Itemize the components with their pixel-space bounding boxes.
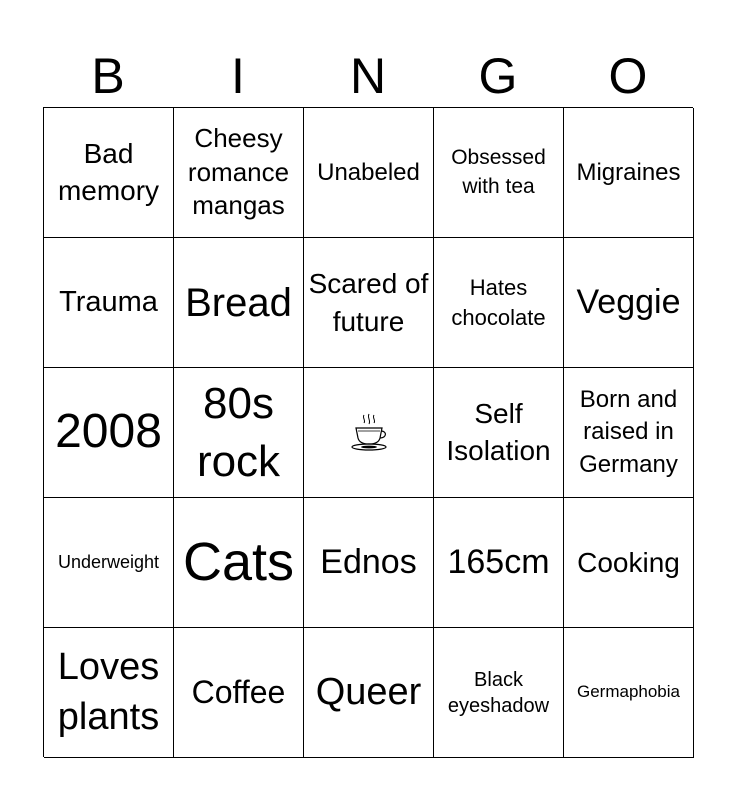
- header-letter-g: G: [478, 48, 518, 104]
- bingo-cell[interactable]: [564, 628, 694, 758]
- bingo-cell-label: Queer: [315, 670, 422, 713]
- bingo-cell-label: Obsessed with tea: [451, 146, 546, 198]
- bingo-board: [43, 107, 693, 757]
- bingo-cell-label: 80s rock: [196, 379, 281, 486]
- bingo-cell-label: 2008: [55, 405, 162, 459]
- bingo-cell-label: Born and raised in Germany: [579, 385, 678, 478]
- bingo-cell-label: Self Isolation: [446, 398, 551, 466]
- bingo-cell[interactable]: [434, 498, 564, 628]
- bingo-cell-label: Veggie: [576, 282, 681, 321]
- bingo-cell-label: Coffee: [191, 673, 286, 710]
- bingo-cell-label: 165cm: [447, 542, 550, 581]
- bingo-cell-label: Bad memory: [57, 138, 160, 206]
- bingo-cell[interactable]: [44, 108, 174, 238]
- bingo-cell[interactable]: [564, 238, 694, 368]
- bingo-cell[interactable]: [174, 498, 304, 628]
- coffee-cup-icon: [347, 411, 391, 455]
- bingo-cell[interactable]: [304, 108, 434, 238]
- header-letter-o: O: [608, 48, 648, 104]
- bingo-cell-label: Underweight: [57, 551, 160, 572]
- bingo-cell[interactable]: [44, 238, 174, 368]
- bingo-cell-free-space[interactable]: [304, 368, 434, 498]
- bingo-cell-label: Cooking: [577, 546, 680, 578]
- bingo-cell[interactable]: [304, 238, 434, 368]
- bingo-cell[interactable]: [44, 368, 174, 498]
- bingo-cell[interactable]: [44, 628, 174, 758]
- bingo-header: [43, 44, 693, 108]
- bingo-cell[interactable]: [174, 368, 304, 498]
- bingo-cell-label: Trauma: [59, 286, 158, 319]
- bingo-cell[interactable]: [44, 498, 174, 628]
- bingo-cell[interactable]: [174, 628, 304, 758]
- bingo-cell[interactable]: [174, 238, 304, 368]
- bingo-cell-label: Hates chocolate: [451, 274, 546, 330]
- bingo-cell-label: Cheesy romance mangas: [187, 122, 290, 221]
- bingo-cell[interactable]: [434, 108, 564, 238]
- bingo-cell-label: Black eyeshadow: [447, 668, 550, 717]
- bingo-cell[interactable]: [434, 368, 564, 498]
- bingo-cell-label: Ednos: [320, 542, 417, 581]
- bingo-cell[interactable]: [304, 498, 434, 628]
- bingo-cell[interactable]: [564, 498, 694, 628]
- bingo-cell-label: Germaphobia: [576, 682, 680, 702]
- header-letter-b: B: [91, 48, 125, 104]
- header-letter-i: I: [231, 48, 245, 104]
- bingo-cell[interactable]: [564, 368, 694, 498]
- bingo-cell-label: Bread: [185, 280, 292, 325]
- bingo-cell[interactable]: [434, 238, 564, 368]
- bingo-cell[interactable]: [174, 108, 304, 238]
- bingo-cell-label: Unabeled: [317, 158, 420, 186]
- bingo-cell-label: Scared of future: [308, 267, 429, 337]
- bingo-cell[interactable]: [434, 628, 564, 758]
- bingo-cell-label: Cats: [182, 531, 295, 592]
- bingo-cell[interactable]: [564, 108, 694, 238]
- bingo-cell-label: Migraines: [576, 158, 681, 186]
- header-letter-n: N: [349, 48, 387, 104]
- bingo-cell[interactable]: [304, 628, 434, 758]
- bingo-cell-label: Loves plants: [57, 646, 160, 738]
